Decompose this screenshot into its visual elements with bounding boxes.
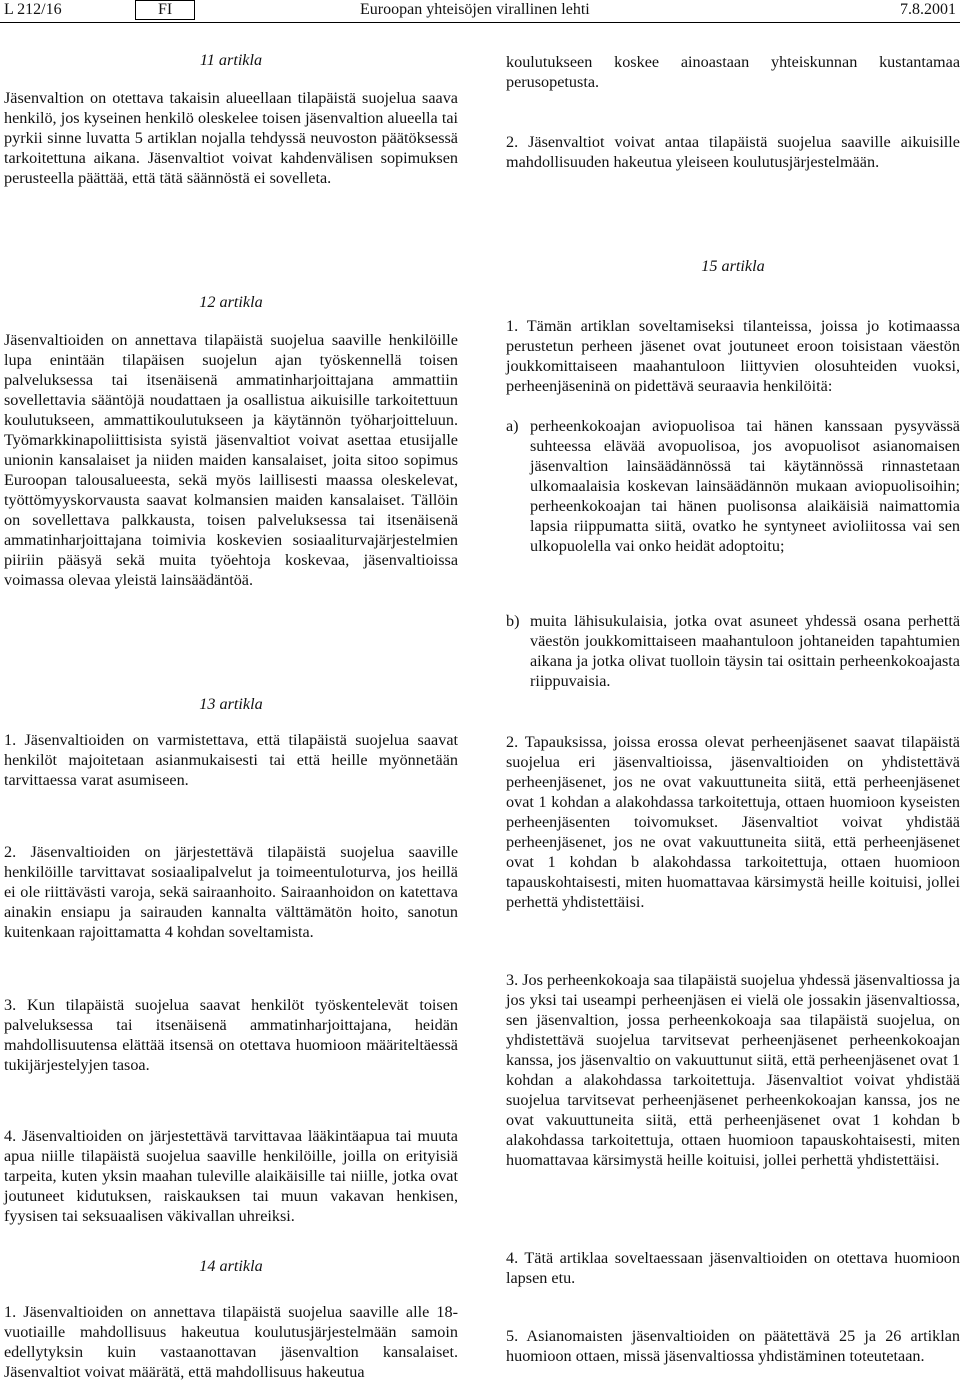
article-13-paragraph-2: 2. Jäsenvaltioiden on järjestettävä tilapäistä suojelua saaville henkilöille tarvittavat sosiaalipalvelut ja toimeentuloturva, jos heillä ei ole riittävästi varoja, sekä sairaanhoito. Sairaanhoidon on katettava ainakin ensiapu ja sairauden kannalta välttämätön hoito, sanotun kuitenkaan rajoittamatta 4 kohdan soveltamista. (4, 843, 458, 941)
article-13-paragraph-3: 3. Kun tilapäistä suojelua saavat henkilöt työskentelevät toisen palveluksessa tai itsenäisenä ammatinharjoittajana, heidän mahdollisuutensa elättää itsensä on otettava huomioon määriteltäessä tukijärjestelyjen tasoa. (4, 996, 458, 1074)
article-15-paragraph-2: 2. Tapauksissa, joissa erossa olevat perheenjäsenet saavat tilapäistä suojelua eri jäsenvaltioissa, jäsenvaltioiden on yhdistettävä perheenjäsenet, jos ne ovat vakuuttuneita siitä, että perheenjäsenet ovat 1 kohdan a alakohdassa tarkoitettuja, ottaen huomioon kyseisten perheenjäsenten toivomukset. Jäsenvaltiot voivat yhdistää perheenjäsenet, jos ne ovat vakuuttuneita siitä, että perheenjäsenet ovat 1 kohdan b alakohdassa tarkoitettuja, ottaen huomioon tapauskohtaisesti, miten huomattavaa kärsimystä heille koituisi, jollei perhettä yhdistettäisi. (506, 733, 960, 911)
article-14-paragraph-2: 2. Jäsenvaltiot voivat antaa tilapäistä suojelua saaville aikuisille mahdollisuuden hakeutua yleiseen koulutusjärjestelmään. (506, 133, 960, 171)
article-15-paragraph-1: 1. Tämän artiklan soveltamiseksi tilanteissa, joissa jo kotimaassa perustetun perheen jäsenet ovat joutuneet eroon toisistaan väestön joukkomittaiseen maahantuloon liittyvien olosuhteiden vuoksi, perheenjäseninä on pidettävä seuraavia henkilöitä: (506, 317, 960, 395)
article-13-paragraph-4: 4. Jäsenvaltioiden on järjestettävä tarvittavaa lääkintäapua tai muuta apua niille tilapäistä suojelua saaville henkilöille, joilla on erityisiä tarpeita, kuten yksin maahan tuleville alaikäisille tai niille, jotka ovat joutuneet kidutuksen, raiskauksen tai muun vakavan henkisen, fyysisen tai seksuaalisen väkivallan uhreiksi. (4, 1127, 458, 1225)
article-11-heading: 11 artikla (199, 51, 263, 69)
language-badge: FI (135, 0, 195, 20)
article-13-paragraph-1: 1. Jäsenvaltioiden on varmistettava, että tilapäistä suojelua saavat henkilöt majoitetaan asianmukaisesti tai että heille myönnetään tarvittaessa varat asumiseen. (4, 731, 458, 789)
item-a-label: a) (506, 417, 519, 435)
article-15-paragraph-3: 3. Jos perheenkokoaja saa tilapäistä suojelua yhdessä jäsenvaltiossa ja jos yksi tai useampi perheenjäsen ei vielä ole jossakin jäsenvaltiossa, sen jäsenvaltion, jossa perheenkokoaja saa tilapäistä suojelua, on yhdistettävä suojelua tarvitsevat perheenjäsenet perheenkokoajan kanssa, jos jäsenvaltio on vakuuttunut siitä, että perheenjäsenet ovat 1 kohdan a alakohdassa tarkoitettuja. Jäsenvaltiot voivat yhdistää suojelua tarvitsevat perheenjäsenet perheenkokoajan kanssa, jos ne ovat vakuuttuneita siitä, että perheenjäsenet ovat 1 kohdan b alakohdassa tarkoitettuja, ottaen huomioon tapauskohtaisesti, miten huomattavaa kärsimystä heille koituisi, jollei perhettä yhdistettäisi. (506, 971, 960, 1169)
article-13-heading: 13 artikla (199, 695, 263, 713)
item-a-text: perheenkokoajan aviopuolisoa tai hänen kanssaan pysyvässä suhteessa elävää avopuolisoa, jos avopuolisot asianomaisen jäsenvaltion lainsäädännössä tai käytännössä rinnastetaan ulkomaalaisia koskevan lainsäädännön mukaan aviopuolisoihin; perheenkokoajan tai hänen puolisonsa alaikäisiä naimattomia lapsia riippumatta siitä, ovatko he syntyneet avioliitossa vai sen ulkopuolella vai onko heidät adoptoitu; (530, 417, 960, 555)
item-b-text: muita lähisukulaisia, jotka ovat asuneet yhdessä osana perhettä väestön joukkomittaiseen maahantuloon johtaneiden tapahtumien aikana ja jotka olivat tuolloin täysin tai osittain perheenkokoajasta riippuvaisia. (530, 612, 960, 690)
journal-title: Euroopan yhteisöjen virallinen lehti (360, 1, 590, 18)
article-14-paragraph-1-continued: koulutukseen koskee ainoastaan yhteiskunnan kustantamaa perusopetusta. (506, 53, 960, 91)
article-11-paragraph: Jäsenvaltion on otettava takaisin alueellaan tilapäistä suojelua saava henkilö, jos kyseinen henkilö oleskelee toisen jäsenvaltion alueella tai pyrkii sinne luvatta 5 artiklan nojalla tehdyssä neuvoston päätöksessä tarkoitettuna aikana. Jäsenvaltiot voivat kahdenvälisen sopimuksen perusteella päättää, että tätä säännöstä ei sovelleta. (4, 89, 458, 187)
item-b-label: b) (506, 612, 520, 630)
article-12-paragraph: Jäsenvaltioiden on annettava tilapäistä suojelua saaville henkilöille lupa enintään tilapäisen suojelun ajan työskennellä toisen palveluksessa tai itsenäisenä ammatinharjoittajana ammattiin sovellettavia sääntöjä noudattaen ja osallistua aikuisille tarkoitettuun koulutukseen, ammattikoulutukseen ja käytännön työharjoitteluun. Työmarkkinapoliittisista syistä jäsenvaltiot voivat asettaa etusijalle unionin kansalaiset ja niiden maiden kansalaiset, joita sitoo sopimus Euroopan talousalueesta, sekä myös laillisesti maassa oleskelevat, työttömyyskorvausta saavat kolmansien maiden kansalaiset. Tällöin on sovellettava palkkausta, toisen palveluksessa tai itsenäisenä ammatinharjoittajana toimivia koskevien sosiaaliturvajärjestelmien piiriin pääsyä sekä muita työehtoja koskevaa, jäsenvaltioissa voimassa olevaa yleistä lainsäädäntöä. (4, 331, 458, 589)
page-header (0, 0, 960, 20)
article-12-heading: 12 artikla (199, 293, 263, 311)
article-15-item-b (506, 611, 960, 691)
article-15-paragraph-4: 4. Tätä artiklaa soveltaessaan jäsenvaltioiden on otettava huomioon lapsen etu. (506, 1249, 960, 1287)
publication-date: 7.8.2001 (900, 1, 956, 18)
article-14-heading: 14 artikla (199, 1257, 263, 1275)
article-14-paragraph-1: 1. Jäsenvaltioiden on annettava tilapäistä suojelua saaville alle 18-vuotiaille mahdollisuus hakeutua koulutusjärjestelmään samoin edellytyksin kuin vastaanottavan jäsenvaltion kansalaiset. Jäsenvaltiot voivat määrätä, että mahdollisuus hakeutua (4, 1303, 458, 1381)
page-reference: L 212/16 (4, 1, 62, 18)
article-15-paragraph-5: 5. Asianomaisten jäsenvaltioiden on päätettävä 25 ja 26 artiklan huomioon ottaen, missä jäsenvaltiossa yhdistäminen toteutetaan. (506, 1327, 960, 1365)
article-15-item-a (506, 416, 960, 556)
header-rule (0, 22, 960, 23)
article-15-heading: 15 artikla (701, 257, 765, 275)
